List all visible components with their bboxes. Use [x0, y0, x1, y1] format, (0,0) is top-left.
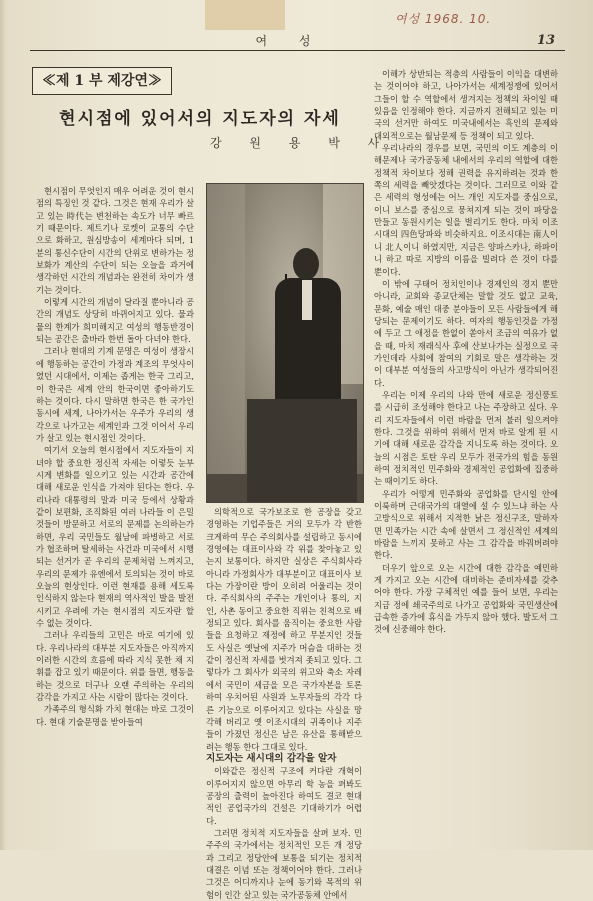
paragraph: 이와같은 정신적 구조에 커다란 개혁이 이루어지지 않으면 아무리 학 농을 펴봐도 공장의 출력이 높아진다 하여도 결코 현대적인 공업국가의 건설은 기대하기가 어렵다.: [206, 766, 362, 826]
section-subheading: 지도자는 새시대의 감각을 알자: [206, 752, 337, 764]
paragraph: 우리가 어떻게 민주화와 공업화를 단시일 안에 이룩하며 근대국가의 대열에 설 수 있느냐 하는 사고방식으로 위해서 지적한 낡은 정신구조, 말하자면 민족가는 시간 속에 살면서 그 정신적인 세계의 바람을 느끼지 못하고 사는 그 감각을 바꿔버려야 한다.: [374, 488, 558, 561]
running-header-title: 여 성: [255, 34, 325, 48]
tape-strip: [205, 0, 285, 30]
paragraph: 우리나라의 경우를 보면, 국민의 이도 계층의 이해문제나 국가공동체 내에서의 우리의 역할에 대한 정책적 차이보다 정해 권력을 유지하려는 것과 한쪽의 세력을 빼앗겠다는 것이다. 그러므로 이와 같은 세력의 형성에는 어느 개인 지도자를 중심으로, 이니 보스를 중심으로 뭉쳐지게 되는 것이 파당을 만들고 동원시키는 일을 벌리기도 한다. 마치 이조시대의 四色당파와 비슷하지요. 이조시대는 南人이니 北人이니 하였지만, 지금은 양파스카나, 하파이니 하고 따로 지방의 이름을 빌려다 쓴 것이 다를 뿐이다.: [374, 143, 558, 277]
article-title: 현시점에 있어서의 지도자의 자세: [59, 109, 341, 129]
header-rule: [30, 50, 565, 51]
handwritten-date-annotation: 여성 1968. 10.: [395, 12, 492, 26]
paragraph: 여기서 오늘의 현시점에서 지도자들이 지녀야 할 중요한 정신적 자세는 이렇듯 눈부시게 변화를 일으키고 있는 시간과 공간에 대해 새로운 인식을 가져야 된다는 한다. 우리나라 대통령의 말과 미국 등에서 상황과 같이 보편화, 조직화된 여러 나라들 이 은밀 것들이 방문하고 서로의 문제를 논의하는가 하면, 우리 국민들도 월남에 파병하고 서로가 협조하며 탈세하는 사건과 미국에서 시행되는 선거가 곧 우리의 문제처럼 느껴지고, 우리의 문제가 유엔에서 토의되는 것이 바로 오늘의 현상인다. 이런 현재를 용해 세도록 인식하지 않는다 현재의 역사적인 발을 발전시키고 우려에 가는 현시점의 지도자란 할 수 없는 것이다.: [36, 445, 194, 629]
page-fold-shadow: [0, 0, 6, 850]
paragraph: 우리는 이제 우리의 나와 만에 새로운 정신풍토를 시급히 조성해야 한다고 나는 주장하고 싶다. 우리 지도자들에서 이런 바람을 먼저 불러 일으켜야 한다. 그것을 위하여 위해서 먼저 바로 알게 된 시기에 대해 새로운 감각을 지니도록 하는 것이다. 오늘의 시점은 토탄 우리 모두가 전국가의 힘을 동원하여 정치적인 민주화와 경제적인 공업화에 집중하는 때이기도 하다.: [374, 389, 558, 487]
article-author: 강 원 용 박 사: [210, 136, 392, 150]
paragraph: 이 밖에 구태어 정치인이나 경제인의 경지 뿐만 아니라, 교회와 종교단체는 말할 것도 없고 교육, 문화, 예술 매인 대중 분야들이 모든 사람들에게 해당되는 문제이기도 하다. 여자의 행동인것을 가정에 두고 그 애정을 한없이 쏟아서 조금의 여유가 없을 때, 마치 재래식사 후에 산보나가는 실정으로 국가인데라 사회에 참여의 기회로 말은 생각하는 것이 대부분 여성들의 사고방식이 아닌가 생각되어진다.: [374, 278, 558, 388]
paragraph: 이렇게 시간의 개념이 달라질 뿐아니라 공간의 개념도 상당히 바뀌어지고 있다. 물과 뭍의 한계가 희미해지고 여성의 행동반경이 되는 공간은 출바라 한번 돌아 다녀야 한다.: [36, 297, 194, 345]
podium: [247, 399, 357, 502]
paragraph: 현시점이 무엇인지 매우 어려운 것이 현시점의 특징인 것 같다. 그것은 현재 우리가 살고 있는 時代는 변천하는 속도가 너무 빠르기 때문이다. 제트기나 로켓이 교통의 수단으로 화하고, 원심방송이 세계마다 되며, 1분의 통신수단이 시간의 단위로 변하가는 정보화가 계산의 수단이 되는 오늘을 과거에 생각하던 시간의 개념과는 완전히 차이가 생기는 것이다.: [36, 186, 194, 295]
paragraph: 더우기 앞으로 오는 시간에 대한 감각을 예민하게 가지고 오는 시간에 대비하는 준비자세를 갖추어야 한다. 가장 구체적인 예를 들어 보면, 우리는 지금 정에 쇄국주의로 나가고 공업화와 국민생산에 급속한 증가에 휴식을 가두지 않아 했다. 발도서 그것에 신중해야 한다.: [374, 562, 558, 635]
left-column: [36, 185, 194, 728]
series-label: ≪제 1 부 제강연≫: [32, 67, 172, 95]
paragraph: 이해가 상반되는 적층의 사람들이 이익을 대변하는 것이어야 하고, 나아가서는 세계정쟁에 있어서 그들이 할 수 역할에서 생겨지는 정책의 차이일 때 있음을 인정해야 한다. 지금까지 전해되고 있는 미국의 선거만 하여도 미국내에서는 흑인의 문제와 대외적으로는 월남문제 등 정책이 되고 있다.: [374, 69, 558, 141]
right-column: [374, 68, 558, 636]
paragraph: 그러면 정치적 지도자들을 살펴 보자. 민주주의 국가에서는 정치적인 모든 개 정당과 그리고 정당안에 보통을 되기는 정치적 대결은 이념 또는 정책이어야 한다. 그러나 그것은 어디까지나 눈에 동기와 목적의 위험이 인간 살고 있는 국가공동체 안에서: [206, 827, 362, 900]
paragraph: 그러나 우리들의 고민은 바로 여기에 있다. 우리나라의 대부분 지도자들은 아직까지 이러한 시간의 흐름에 따라 지식 못한 채 지휘를 잡고 있기 때문이다. 위를 들면, 행동을 하는 것으로 더구나 오랜 주의하는 우리의 감각을 가지고 사는 시람이 많다는 것이다.: [36, 630, 194, 703]
paragraph: 그러나 현대의 기계 문명은 여성이 생장시에 행동하는 공간이 가정과 계조의 무엇사이였던 시대에서, 이제는 좁게는 한국 그리고, 이 한국은 세계 안의 한국이면 좋아하기도 하는 것이다. 다시 말하면 한국은 한 국가인 동시에 세계, 나아가서는 우주가 우리의 생각으로 나가고는 세계인과 그것 이어서 우리가 살고 있는 현시점인 것이다.: [36, 346, 194, 443]
paragraph: 의학적으로 국가보조로 한 공장을 갖고 경영하는 기업주들은 거의 모두가 각 반한 크게하여 무슨 주의회사를 설립하고 동시에 경영에는 대표이사와 각 위를 찾아놓고 있는지 보통이다. 하지만 실상은 주식회사라 아니라 가정회사가 대부분이고 대표이사 보다는 가장이란 방이 오히려 어울리는 것이다. 주식회사의 주주는 개인이나 통의, 지인, 사촌 동이고 중요한 직위는 친척으로 배정되고 있다. 회사를 움직이는 중요한 사람들을 요청하고 재정에 하고 무분지인 것들도 사실은 옛날에 지주가 머슴을 대하는 것 같이 정신적 자세를 벗겨져 좃되고 있다. 그렇다가 그 회사가 외국의 위고와 축소 자레에서 국민이 세금을 모은 국가자본을 토론하여 우치어된 사원과 노무자들의 각각 다른 기능으로 이루어지고 있다는 사실을 망각해 버리고 옛 이조시대의 귀족이나 지주들이 가졌던 정신은 남은 유산을 통해받으려는 행동 한다 그대로 있다.: [206, 507, 362, 752]
page-number: 13: [536, 33, 555, 48]
middle-column: [206, 506, 362, 901]
speaker-photo: [206, 183, 364, 503]
paragraph: 가족주의 형식화 가치 현대는 바로 그것이다. 현대 기술문명을 받아들여: [36, 704, 194, 727]
